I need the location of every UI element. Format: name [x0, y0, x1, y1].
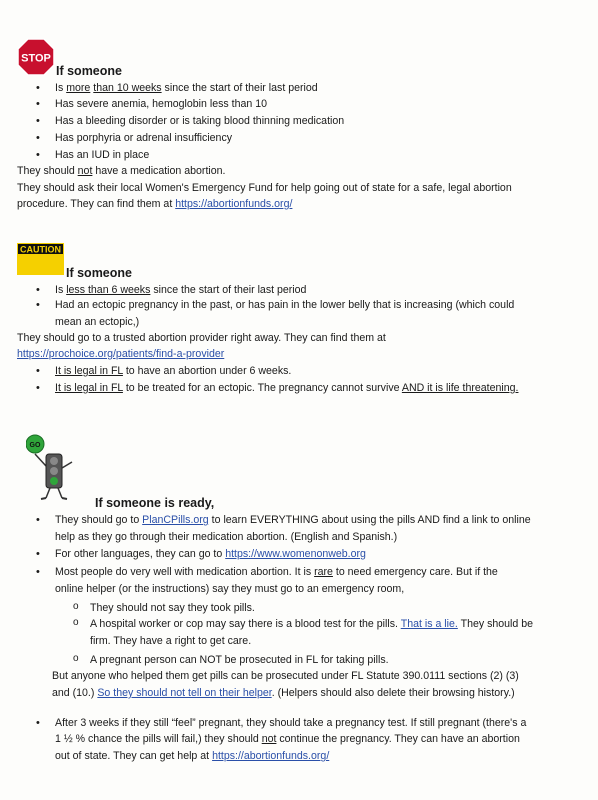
stop-bullet-1: • Is more than 10 weeks since the start of their last period — [55, 80, 318, 96]
stop-bullet-2: • Has severe anemia, hemoglobin less than 10 — [55, 96, 267, 112]
go-bullet-4: • After 3 weeks if they still “feel” pregnant, they should take a pregnancy test. If still pregnant (there's a — [55, 715, 526, 731]
go-sub-1: o They should not say they took pills. — [90, 600, 255, 616]
caution-heading: If someone — [66, 266, 132, 280]
go-sign-text: GO — [29, 442, 41, 449]
go-heading: If someone is ready, — [95, 496, 215, 510]
traffic-light-go-icon — [26, 432, 84, 504]
stop-bullet-3: • Has a bleeding disorder or is taking blood thinning medication — [55, 113, 344, 129]
stop-bullet-5: • Has an IUD in place — [55, 147, 149, 163]
go-bullet-1: • They should go to PlanCPills.org to learn EVERYTHING about using the pills AND find a link to online — [55, 512, 531, 528]
go-paragraph-line-2: and (10.) So they should not tell on their helper. (Helpers should also delete their browsing history.) — [52, 687, 515, 699]
abortionfunds-link[interactable]: https://abortionfunds.org/ — [175, 198, 293, 210]
caution-bullet-2: • Had an ectopic pregnancy in the past, or has pain in the lower belly that is increasing (which could — [55, 297, 514, 313]
stop-paragraph-2-line-2: procedure. They can find them at https://abortionfunds.org/ — [17, 198, 293, 210]
go-bullet-1-cont: help as they go through their medication abortion. (English and Spanish.) — [55, 531, 398, 543]
caution-paragraph: They should go to a trusted abortion provider right away. They can find them at — [17, 332, 386, 344]
plancpills-link[interactable]: PlanCPills.org — [142, 514, 209, 526]
caution-paragraph-link-line — [17, 346, 224, 362]
go-bullet-3: • Most people do very well with medication abortion. It is rare to need emergency care. But if the — [55, 564, 498, 580]
go-bullet-4-cont-2: out of state. They can get help at https://abortionfunds.org/ — [55, 750, 330, 762]
caution-sub-2: • It is legal in FL to be treated for an ectopic. The pregnancy cannot survive AND it is life threatening. — [55, 380, 518, 396]
abortionfunds-link-2[interactable]: https://abortionfunds.org/ — [212, 750, 330, 762]
go-bullet-2: • For other languages, they can go to https://www.womenonweb.org — [55, 546, 366, 562]
caution-sign-text: CAUTION — [20, 244, 61, 255]
stop-sign-icon — [17, 38, 55, 76]
go-bullet-3-cont: online helper (or the instructions) say they must go to an emergency room, — [55, 583, 405, 595]
go-bullet-4-cont-1: 1 ½ % chance the pills will fail,) they should not continue the pregnancy. They can have an abortion — [55, 733, 520, 745]
prochoice-link[interactable]: https://prochoice.org/patients/find-a-provider — [17, 348, 225, 360]
go-sub-2-cont: firm. They have a right to get care. — [90, 635, 252, 647]
go-paragraph-line-1: But anyone who helped them get pills can be prosecuted under FL Statute 390.0111 sections (2) (3) — [52, 670, 519, 682]
caution-bullet-1: • Is less than 6 weeks since the start of their last period — [55, 282, 306, 298]
stop-paragraph-2-line-1: They should ask their local Women's Emergency Fund for help going out of state for a safe, legal abortion — [17, 182, 512, 194]
caution-sign-icon — [17, 243, 67, 276]
stop-paragraph-1: They should not have a medication abortion. — [17, 165, 226, 177]
stop-sign-text: STOP — [21, 52, 51, 65]
go-sub-3: o A pregnant person can NOT be prosecuted in FL for taking pills. — [90, 652, 389, 668]
womenonweb-link[interactable]: https://www.womenonweb.org — [225, 548, 366, 560]
stop-bullet-4: • Has porphyria or adrenal insufficiency — [55, 130, 232, 146]
caution-sub-1: • It is legal in FL to have an abortion under 6 weeks. — [55, 363, 291, 379]
caution-bullet-2-cont: mean an ectopic,) — [55, 316, 140, 328]
stop-heading: If someone — [56, 64, 122, 78]
go-sub-2: o A hospital worker or cop may say there is a blood test for the pills. That is a lie. They should be — [90, 616, 533, 632]
